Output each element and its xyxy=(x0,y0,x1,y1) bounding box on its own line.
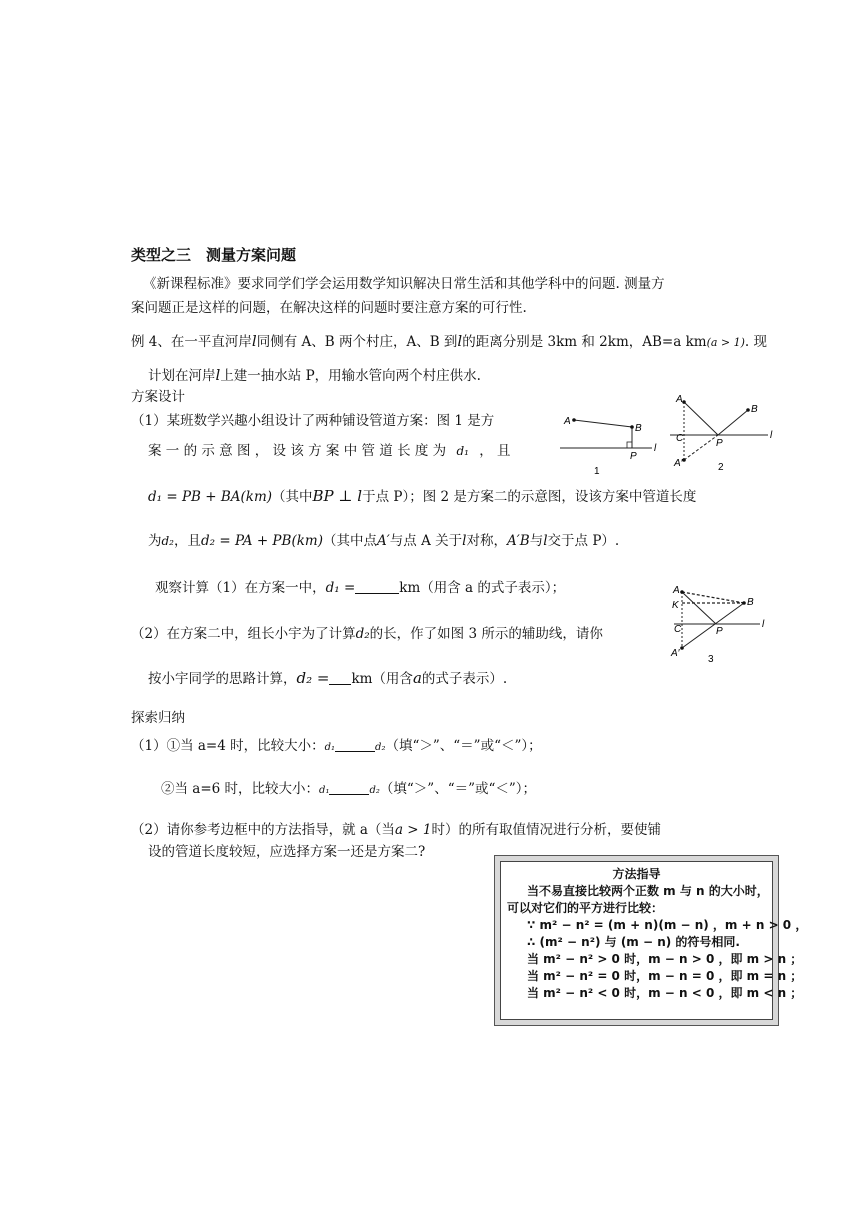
summary-q2-text-a: （2）请你参考边框中的方法指导，就 a（当 xyxy=(131,822,395,838)
method-line-5: 当 m² − n² > 0 时，m − n > 0 ，即 m > n ； xyxy=(527,952,803,966)
calc-d1-eq: d₁ = xyxy=(325,580,356,596)
calc-text-f: km（用含 xyxy=(351,671,413,687)
calc-line-2 xyxy=(131,625,603,643)
summary-q2-line-2: 设的管道长度较短，应选择方案一还是方案二? xyxy=(148,844,426,860)
fig2-segment-pb xyxy=(718,410,748,435)
fig2-label-aprime: A′ xyxy=(674,458,683,469)
figure-3 xyxy=(668,582,772,668)
figure-1 xyxy=(560,416,657,477)
example-text-b: 同侧有 A、B 两个村庄，A、B 到 xyxy=(256,334,458,350)
figures-1-2 xyxy=(552,390,780,478)
var-d2: d₂ xyxy=(161,534,174,548)
perp-condition: BP ⊥ l xyxy=(312,487,363,505)
method-line-3: ∵ m² − n² = (m + n)(m − n) ，m + n > 0 ， xyxy=(527,918,808,932)
f1-note-a: （其中 xyxy=(272,489,313,505)
fig2-label-p: P xyxy=(716,438,723,449)
design-title: 方案设计 xyxy=(131,389,185,405)
f2-pre: 为 xyxy=(148,533,162,549)
section-heading: 类型之三 测量方案问题 xyxy=(131,246,297,264)
f2-note-d: 与 xyxy=(529,533,544,549)
fig3-segment-ap xyxy=(682,592,716,624)
intro-line-1: 《新课程标准》要求同学们学会运用数学知识解决日常生活和其他学科中的问题. 测量方 xyxy=(143,276,665,292)
design-q1-text: 案 一 的 示 意 图 ， 设 该 方 案 中 管 道 长 度 为 xyxy=(148,443,447,459)
fig2-segment-aprime-p xyxy=(684,435,718,460)
fig2-segment-ap xyxy=(684,402,718,435)
method-line-6: 当 m² − n² = 0 时，m − n = 0 ，即 m = n ； xyxy=(527,969,803,983)
var-aprime: A′ xyxy=(376,533,390,549)
fill-instruction: （填“＞”、“＝”或“＜”）； xyxy=(385,738,542,754)
summary-q2-line-1 xyxy=(131,821,661,839)
fig3-label-aprime: A′ xyxy=(671,648,680,659)
var-l: l xyxy=(457,332,463,350)
calc-d2-eq: d₂ = xyxy=(296,669,330,687)
var-d2: d₂ xyxy=(375,742,386,753)
design-q1-end: ， 且 xyxy=(479,443,511,459)
answer-blank-d1[interactable] xyxy=(355,581,399,594)
fig1-number: 1 xyxy=(594,466,600,477)
example-text-d: . 现 xyxy=(744,334,768,350)
var-d1: d₁ xyxy=(324,742,336,753)
f2-note-b: 与点 A 关于 xyxy=(389,533,463,549)
summary-q2-cond: a > 1 xyxy=(394,822,432,838)
fig2-label-b: B xyxy=(751,404,758,415)
method-line-7: 当 m² − n² < 0 时，m − n < 0 ，即 m < n ； xyxy=(527,986,803,1000)
summary-q1-line xyxy=(131,737,542,757)
fig1-point-b xyxy=(630,425,634,429)
var-l: l xyxy=(251,332,257,350)
fig3-number: 3 xyxy=(708,654,714,665)
fig3-label-c: C xyxy=(674,624,682,635)
method-line-1: 当不易直接比较两个正数 m 与 n 的大小时， xyxy=(527,884,769,898)
fig3-label-a: A xyxy=(673,585,680,596)
calc-text-b: km（用含 a 的式子表示）； xyxy=(399,580,566,596)
var-l: l xyxy=(215,366,221,384)
condition-a: (a > 1) xyxy=(706,336,745,349)
fig3-segment-aprime-b xyxy=(682,603,744,648)
design-formula-2-line xyxy=(148,532,619,550)
fig3-label-p: P xyxy=(716,626,723,637)
fig3-label-b: B xyxy=(747,597,754,608)
calc-text-c: （2）在方案二中，组长小宇为了计算 xyxy=(131,626,356,642)
fig3-point-a xyxy=(680,590,684,594)
example-text-f: 上建一抽水站 P，用输水管向两个村庄供水. xyxy=(220,368,481,384)
fig1-right-angle xyxy=(627,442,632,448)
formula-d2: d₂ = PA + PB(km) xyxy=(201,533,323,549)
fig2-point-a xyxy=(682,400,686,404)
calc-text-a: 观察计算（1）在方案一中， xyxy=(155,580,326,596)
var-d2: d₂ xyxy=(355,626,370,642)
calc-text-g: 的式子表示）. xyxy=(421,671,508,687)
design-q1-line-2 xyxy=(148,442,511,460)
design-formula-1-line xyxy=(148,487,696,506)
fig1-label-l: l xyxy=(654,443,657,454)
design-q1-line-1: （1）某班数学兴趣小组设计了两种铺设管道方案：图 1 是方 xyxy=(131,413,495,429)
calc-line-1 xyxy=(155,579,565,597)
fill-instruction: （填“＞”、“＝”或“＜”）； xyxy=(379,781,537,797)
f1-note-b: 于点 P）；图 2 是方案二的示意图，设该方案中管道长度 xyxy=(362,489,697,505)
f2-note-a: （其中点 xyxy=(322,533,377,549)
calc-line-3 xyxy=(148,669,507,688)
fig1-label-a: A xyxy=(564,416,571,427)
method-guide-inner xyxy=(500,861,808,1020)
fig2-label-c: C xyxy=(676,433,684,444)
var-d1: d₁ xyxy=(456,444,469,458)
compare-blank-2[interactable] xyxy=(329,782,369,795)
fig2-number: 2 xyxy=(718,462,724,473)
example-line-2 xyxy=(148,366,481,385)
calc-text-e: 按小宇同学的思路计算， xyxy=(148,671,297,687)
method-line-4: ∴ (m² − n²) 与 (m − n) 的符号相同. xyxy=(527,935,740,949)
summary-q1-text: （1）①当 a=4 时，比较大小： xyxy=(131,738,325,754)
method-line-2: 可以对它们的平方进行比较： xyxy=(507,901,664,915)
example-text-c: 的距离分别是 3km 和 2km，AB=a km xyxy=(462,334,707,350)
var-l: l xyxy=(462,533,467,549)
summary-q1b-line xyxy=(161,780,536,800)
answer-blank-d2[interactable] xyxy=(329,672,351,685)
fig2-label-l: l xyxy=(770,430,773,441)
formula-d1: d₁ = PB + BA(km) xyxy=(148,489,273,505)
fig2-point-aprime xyxy=(682,458,686,462)
fig1-point-a xyxy=(572,418,576,422)
method-guide-title: 方法指导 xyxy=(612,867,661,881)
f2-note-e: 交于点 P）. xyxy=(547,533,620,549)
var-d1: d₁ xyxy=(319,785,330,796)
fig1-label-p: P xyxy=(630,451,637,462)
fig2-label-a: A xyxy=(676,394,683,405)
calc-text-d: 的长，作了如图 3 所示的辅助线，请你 xyxy=(369,626,603,642)
f2-mid: ，且 xyxy=(174,533,201,549)
fig1-segment-ab xyxy=(574,420,632,427)
summary-title: 探索归纳 xyxy=(131,710,185,726)
fig2-point-b xyxy=(746,408,750,412)
fig3-point-b xyxy=(742,601,746,605)
example-line-1 xyxy=(131,332,767,352)
summary-q1b-text: ②当 a=6 时，比较大小： xyxy=(161,781,320,797)
var-d2: d₂ xyxy=(369,785,380,796)
var-a: a xyxy=(412,669,422,687)
fig3-label-l: l xyxy=(762,619,765,630)
summary-q2-text-b: 时）的所有取值情况进行分析，要使铺 xyxy=(431,822,661,838)
compare-blank-1[interactable] xyxy=(335,739,375,752)
intro-line-2: 案问题正是这样的问题，在解决这样的问题时要注意方案的可行性. xyxy=(131,300,527,316)
example-text-e: 计划在河岸 xyxy=(148,368,216,384)
var-l: l xyxy=(543,533,548,549)
fig3-point-aprime xyxy=(680,646,684,650)
var-aprime-b: A′B xyxy=(506,533,530,549)
fig1-label-b: B xyxy=(635,423,642,434)
figure-2 xyxy=(670,394,773,473)
method-guide-box xyxy=(494,855,808,1026)
f2-note-c: 对称， xyxy=(466,533,507,549)
fig3-label-k: K xyxy=(672,600,679,611)
example-text-a: 例 4、在一平直河岸 xyxy=(131,334,252,350)
